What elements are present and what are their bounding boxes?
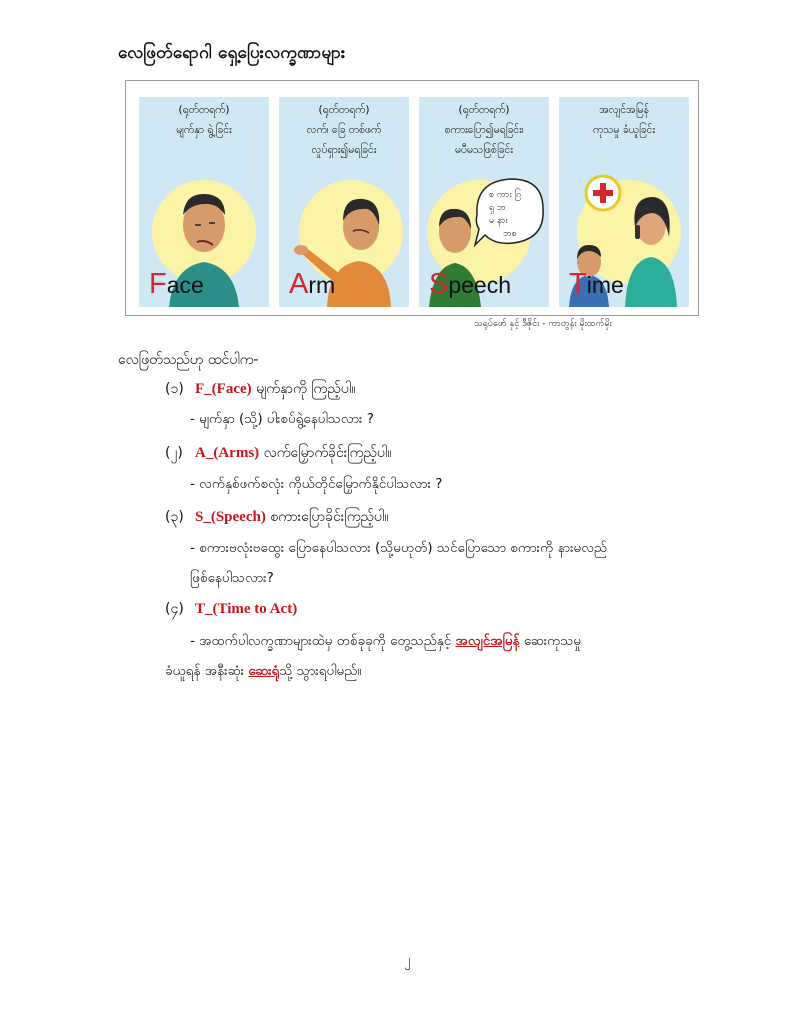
panel-face-caption-1: (ရုတ်တရက်)	[178, 104, 230, 116]
step-speech-key: S_(Speech)	[195, 509, 266, 525]
step-time	[165, 599, 297, 620]
panel-speech-caption-1: (ရုတ်တရက်)	[458, 104, 510, 116]
step-arms-number: (၂)	[165, 445, 183, 461]
svg-text:မ နား: မ နား	[489, 216, 508, 226]
panel-arm-initial: A	[289, 268, 309, 300]
step-arms-key: A_(Arms)	[195, 445, 260, 461]
step-arms-detail: - လက်နှစ်ဖက်စလုံး ကိုယ်တိုင်မြှောက်နိုင်ပါသလား ?	[190, 476, 443, 492]
act-emphasis-hospital: ဆေးရုံ	[248, 663, 280, 679]
panel-arm-caption-2: လက်၊ ခြေ တစ်ဖက်	[306, 124, 382, 136]
step-speech-text: စကားပြောခိုင်းကြည့်ပါ။	[265, 509, 389, 525]
step-face-text: မျက်နှာကို ကြည့်ပါ။	[251, 381, 356, 397]
panel-face-rest: ace	[166, 272, 204, 298]
panel-speech-rest: peech	[448, 272, 512, 298]
svg-text:ရှ ဘ: ရှ ဘ	[489, 203, 506, 213]
act-emphasis-urgent: အလျင်အမြန်	[455, 633, 520, 649]
act-line2-pre: ခံယူရန် အနီးဆုံး	[165, 663, 249, 679]
step-face-key: F_(Face)	[195, 381, 252, 397]
panel-arm-caption-1: (ရုတ်တရက်)	[318, 104, 370, 116]
panel-time-caption-1: အလျင်အမြန်	[599, 104, 649, 116]
panel-face	[139, 97, 269, 307]
panel-time-initial: T	[569, 268, 587, 300]
page-title: လေဖြတ်ရောဂါ ရှေ့ပြေးလက္ခဏာများ	[118, 43, 346, 63]
panel-arm-rest: rm	[308, 272, 336, 298]
intro-text: လေဖြတ်သည်ဟု ထင်ပါက-	[118, 352, 259, 368]
illustration-credit: သရုပ်ဖော် နှင့် ဒီဇိုင်း - ကာတွန်း မိုးထက်မိုး	[474, 319, 612, 329]
step-time-number: (၄)	[165, 601, 184, 617]
panel-face-initial: F	[149, 268, 167, 300]
panel-speech-caption-2: စကားပြော၍မရခြင်း၊	[444, 124, 524, 136]
act-line1-post: ဆေးကုသမှု	[519, 633, 582, 649]
act-line2-post: သို့ သွားရပါမည်။	[279, 663, 362, 679]
step-speech-number: (၃)	[165, 509, 184, 525]
step-speech-detail-1: - စကားဗလုံးဗထွေး ပြောနေပါသလား (သို့မဟုတ်) သင်ပြောသော စကားကို နားမလည်	[190, 540, 607, 556]
fast-illustration	[125, 80, 699, 316]
svg-text:စ ကား ဂြ: စ ကား ဂြ	[489, 190, 522, 200]
step-time-detail-2	[165, 662, 361, 682]
panel-time-rest: ime	[586, 272, 624, 298]
panel-arm-word	[289, 268, 335, 301]
svg-text:ဘစ: ဘစ	[503, 229, 517, 239]
step-face	[165, 379, 355, 400]
panel-face-word	[149, 268, 204, 301]
panel-time	[559, 97, 689, 307]
step-speech	[165, 507, 389, 528]
page-number: ၂	[404, 953, 411, 968]
step-arms	[165, 443, 392, 464]
panel-arm	[279, 97, 409, 307]
step-face-number: (၁)	[165, 381, 184, 397]
step-speech-detail-2: ဖြစ်နေပါသလား?	[190, 570, 274, 586]
step-time-key: T_(Time to Act)	[195, 601, 298, 617]
panel-speech-caption-3: မပီမသဖြစ်ခြင်း	[455, 144, 513, 156]
panel-speech	[419, 97, 549, 307]
act-line1-pre: - အထက်ပါလက္ခဏာများထဲမှ တစ်ခုခုကို တွေ့သည်နှင့်	[190, 633, 456, 649]
step-arms-text: လက်မြှောက်ခိုင်းကြည့်ပါ။	[259, 445, 392, 461]
step-time-detail-1	[190, 632, 581, 652]
panel-face-caption-2: မျက်နှာ ရွဲ့ခြင်း	[176, 124, 232, 136]
panel-time-caption-2: ကုသမှု ခံယူခြင်း	[592, 124, 656, 136]
panel-speech-initial: S	[429, 268, 449, 300]
panel-speech-word	[429, 268, 511, 301]
panel-arm-caption-3: လှုပ်ရှား၍မရခြင်း	[311, 144, 377, 156]
panel-time-word	[569, 268, 624, 301]
step-face-detail: - မျက်နှာ (သို့) ပါးစပ်ရွဲ့နေပါသလား ?	[190, 411, 374, 427]
